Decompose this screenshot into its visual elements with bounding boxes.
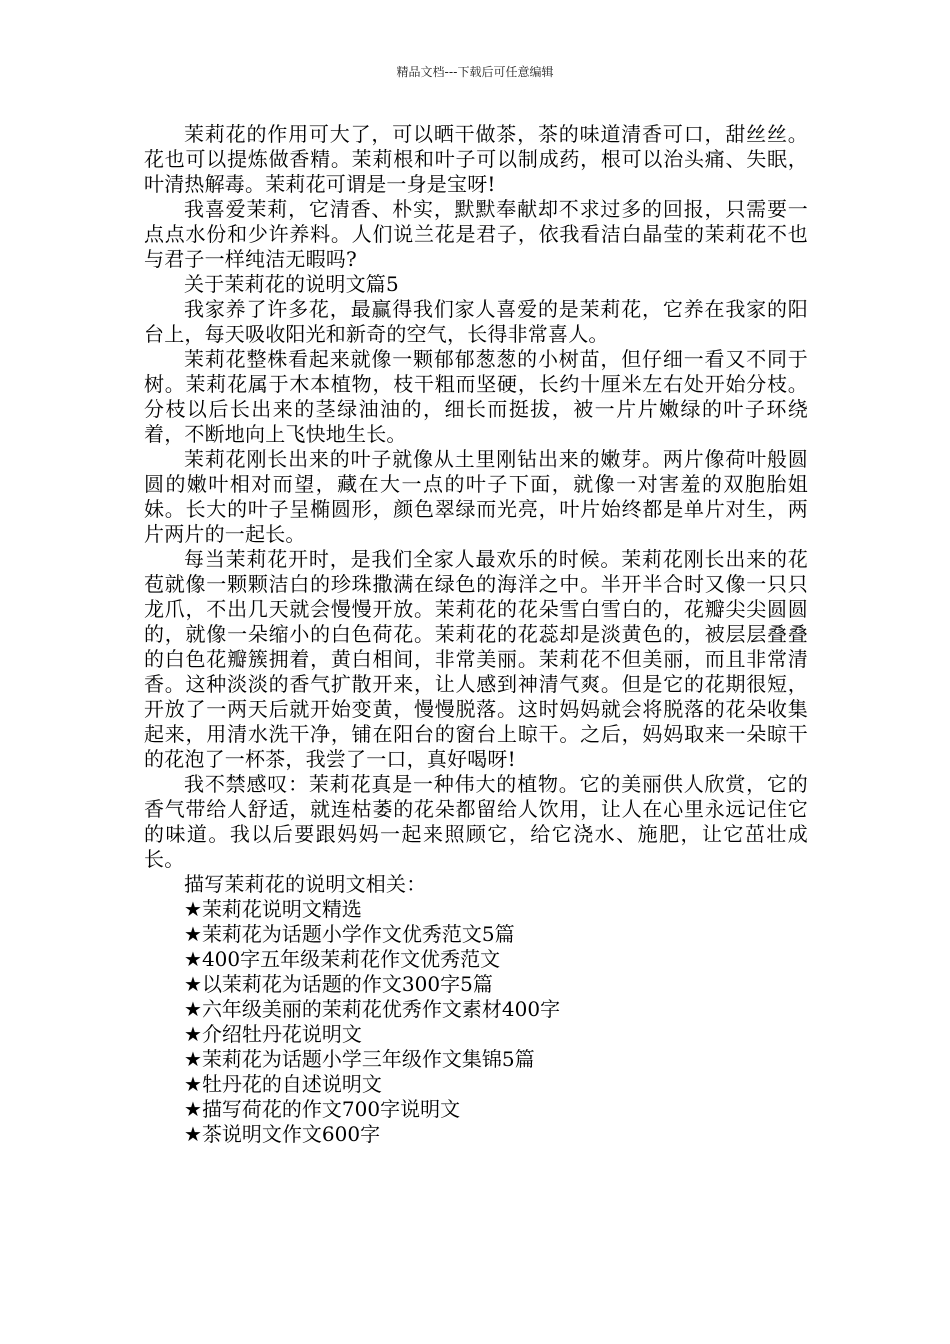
star-icon: ★ [184, 972, 202, 996]
related-heading: 描写茉莉花的说明文相关： [184, 872, 427, 896]
related-link[interactable] [144, 997, 808, 1022]
paragraph-intro: 我家养了许多花，最赢得我们家人喜爱的是茉莉花，它养在我家的阳台上，每天吸收阳光和新奇的空气，长得非常喜人。 [144, 297, 808, 346]
related-link-label: 六年级美丽的茉莉花优秀作文素材400字 [201, 997, 561, 1021]
related-link[interactable] [144, 897, 808, 922]
related-link-label: 茉莉花说明文精选 [201, 897, 362, 921]
star-icon: ★ [184, 1022, 202, 1046]
related-link[interactable] [144, 1047, 808, 1072]
related-link[interactable] [144, 1097, 808, 1122]
star-icon: ★ [184, 1122, 202, 1146]
related-link-label: 茶说明文作文600字 [201, 1122, 381, 1146]
related-link[interactable] [144, 972, 808, 997]
related-link-label: 茉莉花为话题小学作文优秀范文5篇 [201, 922, 515, 946]
paragraph-uses: 茉莉花的作用可大了，可以晒干做茶，茶的味道清香可口，甜丝丝。花也可以提炼做香精。茉莉根和叶子可以制成药，根可以治头痛、失眠，叶清热解毒。茉莉花可谓是一身是宝呀! [144, 122, 808, 196]
page-header: 精品文档---下载后可任意编辑 [396, 65, 554, 79]
related-link-label: 以茉莉花为话题的作文300字5篇 [201, 972, 493, 996]
related-list [144, 897, 808, 1147]
star-icon: ★ [184, 947, 202, 971]
star-icon: ★ [184, 897, 202, 921]
related-link-label: 茉莉花为话题小学三年级作文集锦5篇 [201, 1047, 535, 1071]
star-icon: ★ [184, 997, 202, 1021]
paragraph-stem: 茉莉花整株看起来就像一颗郁郁葱葱的小树苗，但仔细一看又不同于树。茉莉花属于木本植物，枝干粗而坚硬，长约十厘米左右处开始分枝。分枝以后长出来的茎绿油油的，细长而挺拔，被一片片嫩绿的叶子环绕着，不断地向上飞快地生长。 [144, 347, 808, 446]
related-link[interactable] [144, 947, 808, 972]
related-link-label: 介绍牡丹花说明文 [201, 1022, 362, 1046]
related-link-label: 描写荷花的作文700字说明文 [201, 1097, 461, 1121]
document-body [144, 122, 808, 1147]
related-link[interactable] [144, 1022, 808, 1047]
paragraph-flowers: 每当茉莉花开时，是我们全家人最欢乐的时候。茉莉花刚长出来的花苞就像一颗颗洁白的珍珠撒满在绿色的海洋之中。半开半合时又像一只只龙爪，不出几天就会慢慢开放。茉莉花的花朵雪白雪白的，花瓣尖尖圆圆的，就像一朵缩小的白色荷花。茉莉花的花蕊却是淡黄色的，被层层叠叠的白色花瓣簇拥着，黄白相间，非常美丽。茉莉花不但美丽，而且非常清香。这种淡淡的香气扩散开来，让人感到神清气爽。但是它的花期很短，开放了一两天后就开始变黄，慢慢脱落。这时妈妈就会将脱落的花朵收集起来，用清水洗干净，铺在阳台的窗台上晾干。之后，妈妈取来一朵晾干的花泡了一杯茶，我尝了一口，真好喝呀! [144, 547, 808, 771]
related-link-label: 牡丹花的自述说明文 [201, 1072, 382, 1096]
star-icon: ★ [184, 922, 202, 946]
related-link[interactable] [144, 1122, 808, 1147]
related-link-label: 400字五年级茉莉花作文优秀范文 [201, 947, 501, 971]
related-link[interactable] [144, 922, 808, 947]
related-link[interactable] [144, 1072, 808, 1097]
paragraph-conclusion: 我不禁感叹：茉莉花真是一种伟大的植物。它的美丽供人欣赏，它的香气带给人舒适，就连枯萎的花朵都留给人饮用，让人在心里永远记住它的味道。我以后要跟妈妈一起来照顾它，给它浇水、施肥，让它茁壮成长。 [144, 772, 808, 871]
star-icon: ★ [184, 1097, 202, 1121]
paragraph-love: 我喜爱茉莉，它清香、朴实，默默奉献却不求过多的回报，只需要一点点水份和少许养料。人们说兰花是君子，依我看洁白晶莹的茉莉花不也与君子一样纯洁无暇吗? [144, 197, 808, 271]
section-title: 关于茉莉花的说明文篇5 [184, 272, 399, 296]
star-icon: ★ [184, 1047, 202, 1071]
paragraph-leaves: 茉莉花刚长出来的叶子就像从土里刚钻出来的嫩芽。两片像荷叶般圆圆的嫩叶相对而望，藏在大一点的叶子下面，就像一对害羞的双胞胎姐妹。长大的叶子呈椭圆形，颜色翠绿而光亮，叶片始终都是单片对生，两片两片的一起长。 [144, 447, 808, 546]
star-icon: ★ [184, 1072, 202, 1096]
